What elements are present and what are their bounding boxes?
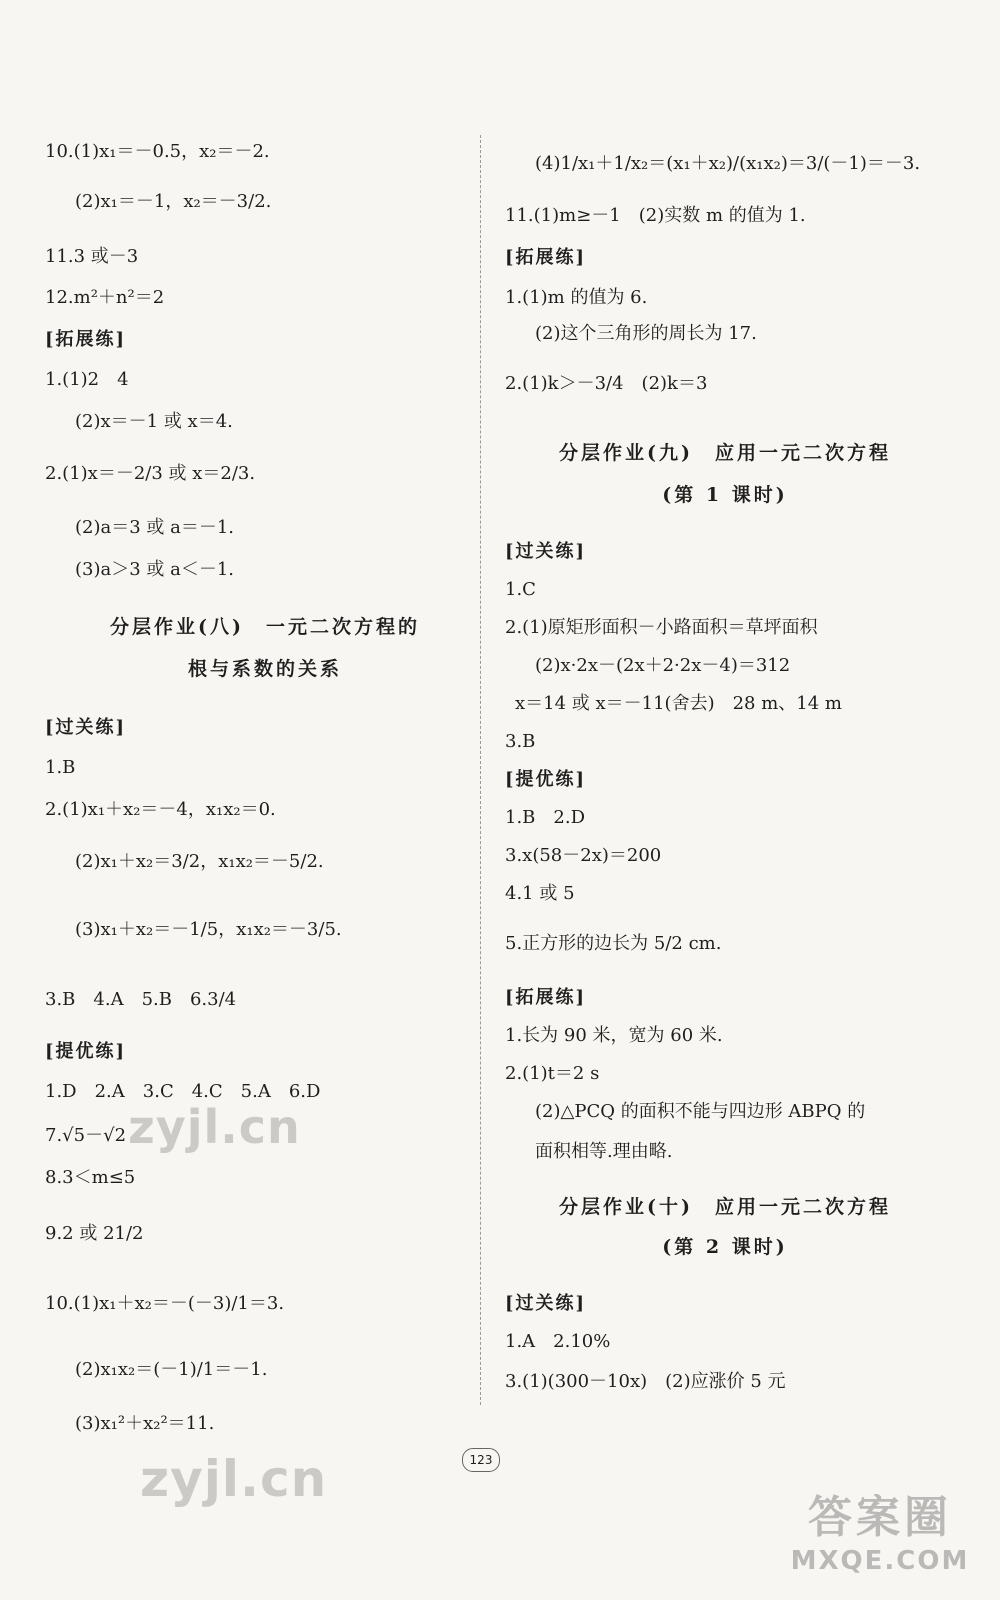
answer-line: 2.(1)k＞－3/4 (2)k＝3	[505, 373, 708, 394]
section-label: [拓展练]	[505, 247, 587, 268]
column-divider	[480, 135, 481, 1405]
answer-line: 3.B 4.A 5.B 6.3/4	[45, 989, 237, 1010]
answer-line: 2.(1)t＝2 s	[505, 1063, 600, 1084]
answer-line: 3.B	[505, 731, 536, 752]
answer-line: 2.(1)原矩形面积－小路面积＝草坪面积	[505, 617, 818, 638]
answer-line: (2)这个三角形的周长为 17.	[535, 323, 757, 344]
answer-line: (2)a＝3 或 a＝－1.	[75, 517, 235, 538]
section-label: [拓展练]	[45, 329, 127, 350]
answer-line: 10.(1)x₁＝－0.5，x₂＝－2.	[45, 141, 270, 162]
answer-line: 12.m²＋n²＝2	[45, 287, 165, 308]
answer-line: 5.正方形的边长为 5/2 cm.	[505, 933, 722, 954]
answer-line: (2)△PCQ 的面积不能与四边形 ABPQ 的	[535, 1101, 866, 1122]
answer-line: 1.长为 90 米，宽为 60 米.	[505, 1025, 723, 1046]
answer-line: 8.3＜m≤5	[45, 1167, 136, 1188]
answer-line: 7.√5－√2	[45, 1125, 127, 1146]
answer-line: 9.2 或 21/2	[45, 1223, 144, 1244]
logo-title: 答案圈	[808, 1492, 952, 1543]
answer-line: 1.(1)m 的值为 6.	[505, 287, 648, 308]
watermark-text: zyjl.cn	[128, 1100, 301, 1154]
answer-line: (2)x₁x₂＝(－1)/1＝－1.	[75, 1359, 268, 1380]
answer-line: 1.A 2.10%	[505, 1331, 611, 1352]
section-heading: 分层作业(八) 一元二次方程的	[110, 616, 420, 638]
section-heading: 分层作业(九) 应用一元二次方程	[559, 442, 891, 464]
answer-line: (3)a＞3 或 a＜－1.	[75, 559, 235, 580]
section-heading: (第 2 课时)	[662, 1236, 788, 1258]
answer-line: (3)x₁²＋x₂²＝11.	[75, 1413, 215, 1434]
answer-line: 3.x(58－2x)＝200	[505, 845, 662, 866]
answer-line: 面积相等.理由略.	[535, 1141, 673, 1162]
answer-line: 10.(1)x₁＋x₂＝－(－3)/1＝3.	[45, 1293, 285, 1314]
section-label: [过关练]	[505, 1293, 587, 1314]
answer-line: (2)x₁＝－1，x₂＝－3/2.	[75, 191, 272, 212]
section-label: [提优练]	[45, 1041, 127, 1062]
answer-line: 2.(1)x＝－2/3 或 x＝2/3.	[45, 463, 256, 484]
answer-line: 1.(1)2 4	[45, 369, 129, 390]
answer-line: 11.3 或－3	[45, 246, 139, 267]
answer-line: (2)x₁＋x₂＝3/2，x₁x₂＝－5/2.	[75, 851, 324, 872]
answer-line: 4.1 或 5	[505, 883, 575, 904]
answer-line: 1.D 2.A 3.C 4.C 5.A 6.D	[45, 1081, 321, 1102]
answer-line: (2)x·2x－(2x＋2·2x－4)＝312	[535, 655, 791, 676]
section-heading: 分层作业(十) 应用一元二次方程	[559, 1196, 891, 1218]
site-logo	[780, 1490, 980, 1590]
section-label: [过关练]	[505, 541, 587, 562]
answer-line: 1.B	[45, 757, 76, 778]
section-label: [过关练]	[45, 717, 127, 738]
answer-line: (4)1/x₁＋1/x₂＝(x₁＋x₂)/(x₁x₂)＝3/(－1)＝－3.	[535, 153, 921, 174]
answer-line: (3)x₁＋x₂＝－1/5，x₁x₂＝－3/5.	[75, 919, 342, 940]
section-label: [拓展练]	[505, 987, 587, 1008]
right-column	[505, 0, 945, 1600]
answer-line: (2)x＝－1 或 x＝4.	[75, 411, 233, 432]
section-label: [提优练]	[505, 769, 587, 790]
answer-line: 1.B 2.D	[505, 807, 586, 828]
section-heading: 根与系数的关系	[187, 658, 342, 680]
answer-line: 11.(1)m≥－1 (2)实数 m 的值为 1.	[505, 205, 806, 226]
answer-line: 3.(1)(300－10x) (2)应涨价 5 元	[505, 1371, 786, 1392]
left-column	[45, 0, 485, 1600]
page-number: 123	[462, 1448, 500, 1472]
watermark-text: zyjl.cn	[140, 1450, 328, 1508]
answer-line: x＝14 或 x＝－11(舍去) 28 m、14 m	[515, 693, 842, 714]
logo-domain: MXQE.COM	[790, 1546, 970, 1576]
section-heading: (第 1 课时)	[662, 484, 788, 506]
answer-line: 2.(1)x₁＋x₂＝－4，x₁x₂＝0.	[45, 799, 276, 820]
answer-line: 1.C	[505, 579, 536, 600]
